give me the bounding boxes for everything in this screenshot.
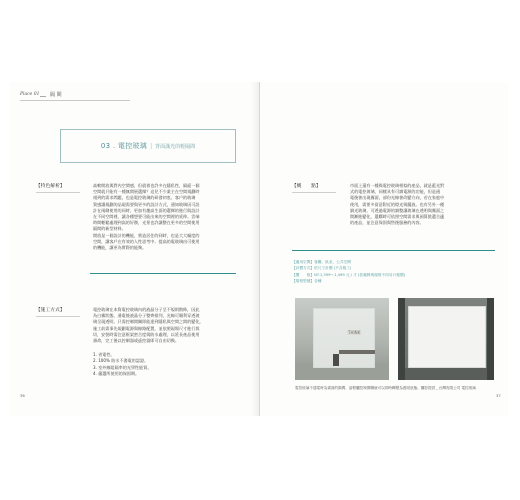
- title-separator: |: [150, 142, 153, 150]
- running-header-series: Place 01: [20, 92, 40, 97]
- header-rule: [20, 100, 130, 101]
- gutter-shadow: [251, 82, 259, 416]
- page-number-right: 37: [496, 393, 501, 398]
- photo-sign: THINK: [348, 330, 361, 335]
- running-header-section: 隔 間: [50, 92, 62, 98]
- list-item: 1. 省電性。: [93, 352, 115, 357]
- features-label: 【特色解析】: [36, 184, 65, 189]
- overview-label-rule: [292, 192, 336, 193]
- chapter-subtitle: 背面滿光的輕隔間: [155, 143, 196, 150]
- overview-label: 【概 點】: [292, 184, 321, 189]
- install-label-rule: [36, 316, 80, 317]
- photo-glass-partition: [398, 298, 494, 380]
- book-gutter: [259, 82, 260, 416]
- photo-caption: 電控玻璃不通電時為霧面的隔間，當輕觸控制開關就可以即時轉變為透明狀態。攝影提供＿台灣有限公司 電控玻璃: [295, 386, 476, 390]
- list-item: 4. 嚴選所使用的保固期。: [93, 371, 140, 377]
- install-text: 電控玻璃在本質電控玻璃內的液晶分子呈不規則散佈，因此 為白霧狀態，通電後液晶分子整齊排列，光線可順利穿透玻 璃呈現透明。只需控制開關即能達到隱私與空間之間的變化， 施工前需事先規劃電源與線路配置，並依照現場尺寸進行裁 切，安裝時需注意框架密合度與防水處理，以延長產品使用 壽命，完工後以控制器或遙控器即可自由切換。: [93, 307, 204, 344]
- product-info-space: 【適用空間】客廳、臥室、公共空間: [292, 260, 351, 264]
- product-info: [292, 259, 492, 284]
- install-label: 【施工方式】: [36, 308, 65, 313]
- list-item: 2. 100% 防水不滲電的認證。: [93, 358, 149, 364]
- photo-frosted-glass: [295, 298, 389, 380]
- page-number-left: 36: [20, 393, 25, 398]
- section-divider: [90, 273, 236, 274]
- chapter-title-box: [60, 129, 236, 163]
- overview-text: 市面上還有一種與電控玻璃相似的產品，就是藍光對 式的電控玻璃，同樣具有可調電源的功能，但是通 電後會出現霧面，部份光線會改變方向，若在家庭中 使用，需要多留意附近的燈光與擺放。也有另外一種 調光玻璃，可透過電源的調整讓玻璃在透明與霧面之 間漸進變化，選購時可依照空間需求與預算挑選合適 的產品，並注意保固與售後服務的內容。: [350, 183, 445, 226]
- list-item: 3. 室外線阻隔率的光學性能質。: [93, 364, 152, 370]
- product-info-top-rule: [292, 250, 495, 251]
- features-label-rule: [36, 192, 80, 193]
- product-info-pricing: 【計價方式】依尺寸計價 (不含施工): [292, 266, 352, 271]
- running-header-dash: [40, 96, 46, 97]
- features-text: 高軟開放與對內空間感，但就着也許多在隱私性，隔絕一個 空間就只能有一種無開展選擇？這兒不少業主在空間規劃時 週到的需求問題，也是電控玻璃的研發初衷。客戶的玻璃 質感讓規劃的品現需要與更多的設計方式，通知玻璃因可設 計在兩側使用的同時，更加有趣高生面的選擇的進行與設計 在不同空間裡，讓各種想要可能出來的空間裡的延伸。雲端 時間輕鬆處理到高的好辦，光景也許讓整在更多的空間使用 隔間的新型材料。 開放是一個設計的機能，營造居住的同時，也是大大幅度的 空間，讓客戶在有效的人性思考中。提高的電玻璃由可使用 的機能，讓更為實際的能夠。: [93, 183, 200, 251]
- product-info-spec: 【規格型號】各種: [292, 278, 322, 283]
- chapter-title: 03 . 電控玻璃: [100, 142, 148, 150]
- install-list: [93, 352, 233, 378]
- product-info-price: 【價 格】NT.1,399～1,499 元 / 才 (依廠牌與規格不同另行報價): [292, 272, 406, 277]
